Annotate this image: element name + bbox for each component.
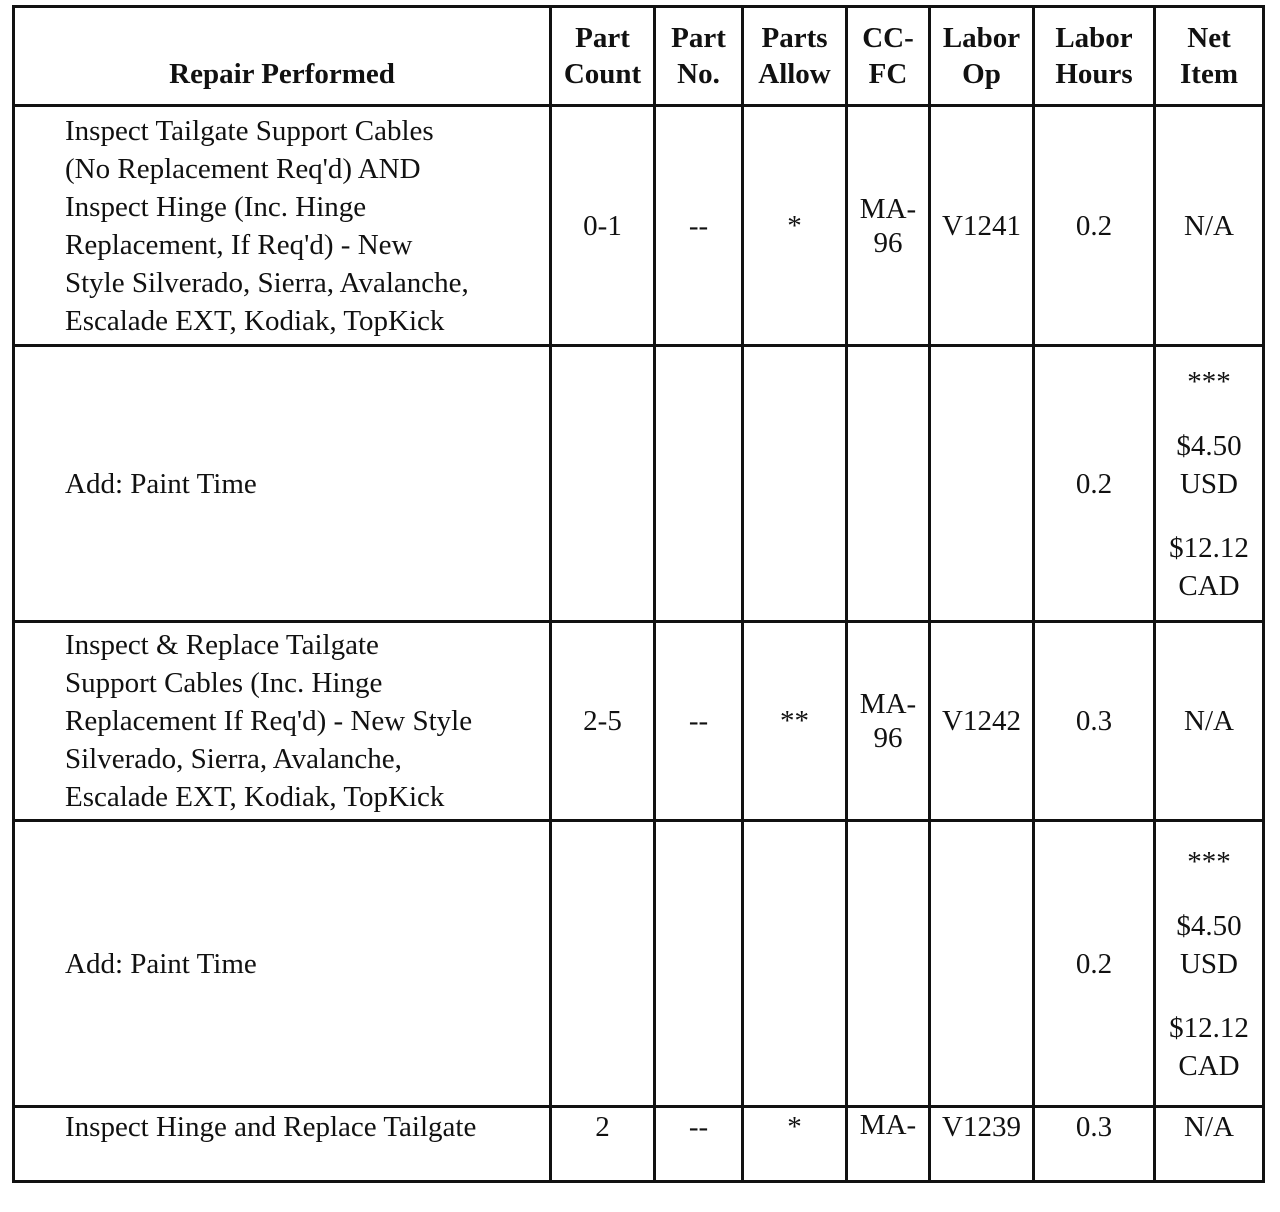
net-item-usd-amount: $4.50 (1176, 429, 1242, 462)
parts-allow-cell: ** (743, 622, 847, 821)
repair-description: Add: Paint Time (14, 821, 551, 1107)
labor-hours-cell: 0.3 (1034, 622, 1155, 821)
part-count-cell: 2 (551, 1107, 655, 1182)
net-item-cell: N/A (1155, 1107, 1264, 1182)
part-no-cell (655, 346, 743, 622)
net-item-cad-currency: CAD (1178, 1049, 1240, 1082)
net-item-mark: *** (1187, 845, 1231, 878)
labor-op-cell (930, 346, 1034, 622)
header-part-count: Part Count (551, 7, 655, 106)
header-labor-hours: Labor Hours (1034, 7, 1155, 106)
repair-table (12, 5, 1265, 1183)
table-row (14, 821, 1264, 1107)
net-item-cad-amount: $12.12 (1169, 1011, 1249, 1044)
cc-fc-cell: MA- 96 (847, 622, 930, 821)
table-row (14, 106, 1264, 346)
part-count-cell (551, 821, 655, 1107)
repair-description: Inspect Tailgate Support Cables (No Replacement Req'd) AND Inspect Hinge (Inc. Hinge Replacement, If Req'd) - New Style Silverado, Sierra, Avalanche, Escalade EXT, Kodiak, TopKick (14, 106, 551, 346)
cc-fc-cell: MA- (847, 1107, 930, 1182)
parts-allow-cell (743, 346, 847, 622)
header-part-no: Part No. (655, 7, 743, 106)
repair-description: Inspect & Replace Tailgate Support Cables (Inc. Hinge Replacement If Req'd) - New Style Silverado, Sierra, Avalanche, Escalade EXT, Kodiak, TopKick (14, 622, 551, 821)
labor-hours-cell: 0.2 (1034, 106, 1155, 346)
part-no-cell: -- (655, 1107, 743, 1182)
labor-hours-cell: 0.2 (1034, 821, 1155, 1107)
net-item-cell (1155, 346, 1264, 622)
parts-allow-cell (743, 821, 847, 1107)
cc-fc-cell (847, 821, 930, 1107)
repair-description: Add: Paint Time (14, 346, 551, 622)
part-count-cell: 2-5 (551, 622, 655, 821)
header-row (14, 7, 1264, 106)
net-item-cell (1155, 821, 1264, 1107)
part-no-cell: -- (655, 106, 743, 346)
part-count-cell (551, 346, 655, 622)
labor-op-cell: V1241 (930, 106, 1034, 346)
header-repair-performed: Repair Performed (14, 7, 551, 106)
parts-allow-cell: * (743, 1107, 847, 1182)
header-cc-fc: CC- FC (847, 7, 930, 106)
parts-allow-cell: * (743, 106, 847, 346)
cc-fc-cell (847, 346, 930, 622)
labor-op-cell: V1242 (930, 622, 1034, 821)
header-parts-allow: Parts Allow (743, 7, 847, 106)
part-count-cell: 0-1 (551, 106, 655, 346)
net-item-usd-currency: USD (1179, 467, 1238, 500)
net-item-cell: N/A (1155, 106, 1264, 346)
labor-op-cell: V1239 (930, 1107, 1034, 1182)
header-labor-op: Labor Op (930, 7, 1034, 106)
net-item-cad-amount: $12.12 (1169, 531, 1249, 564)
cc-fc-cell: MA- 96 (847, 106, 930, 346)
labor-hours-cell: 0.2 (1034, 346, 1155, 622)
repair-description: Inspect Hinge and Replace Tailgate (14, 1107, 551, 1182)
net-item-cad-currency: CAD (1178, 569, 1240, 602)
net-item-usd-currency: USD (1179, 947, 1238, 980)
labor-op-cell (930, 821, 1034, 1107)
labor-hours-cell: 0.3 (1034, 1107, 1155, 1182)
part-no-cell (655, 821, 743, 1107)
table-row (14, 346, 1264, 622)
table-row (14, 622, 1264, 821)
header-net-item: Net Item (1155, 7, 1264, 106)
net-item-mark: *** (1187, 365, 1231, 398)
part-no-cell: -- (655, 622, 743, 821)
table-row (14, 1107, 1264, 1182)
net-item-cell: N/A (1155, 622, 1264, 821)
net-item-usd-amount: $4.50 (1176, 909, 1242, 942)
